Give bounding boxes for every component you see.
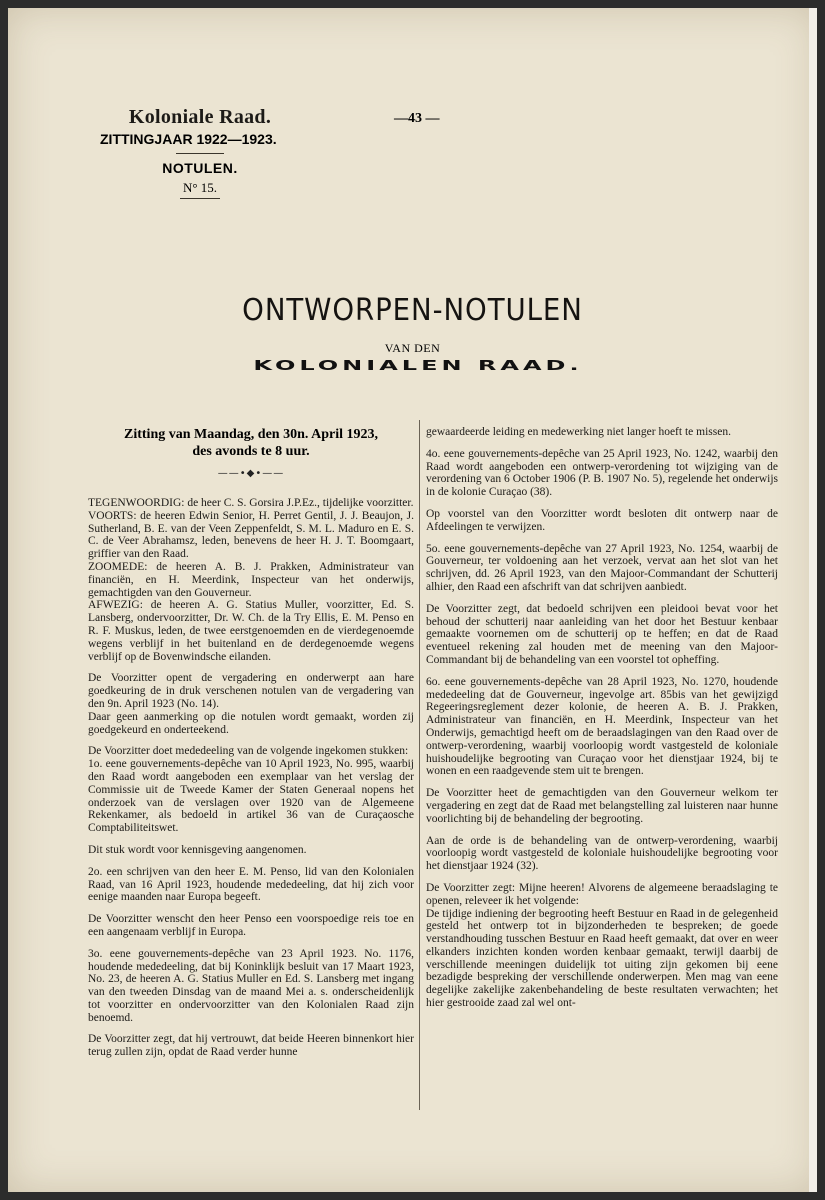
paragraph: De tijdige indiening der begrooting heeft Bestuur en Raad in de gelegenheid gesteld het ontwerp tot in bijzonderheden te bespreken; de goede verstandhouding tusschen Bestuur en Raad heeft gemaakt, dat over en weer elkanders inzichten konden worden kenbaar gemaakt, terwijl daarbij de verschillende meeningen duidelijk tot uiting zijn gekomen bij eene bezadigde bespreking der verschillende onderwerpen. Men mag van eene degelijke zakelijke zakenbehandeling de beste resultaten verwachten; het hier gestrooide zaad zal wel ont- — [426, 907, 778, 1010]
paragraph: gewaardeerde leiding en medewerking niet langer hoeft te missen. — [426, 426, 731, 438]
page-sheet — [8, 8, 817, 1192]
paragraph: 4o. eene gouvernements-depêche van 25 April 1923, No. 1242, waarbij den Raad wordt aangeboden een ontwerp-verordening tot wijziging van de verordening van 6 October 1906 (P. B. 1907 No. 5), regelende het onderwijs in de kolonie Curaçao (38). — [426, 447, 778, 499]
notulen-label: NOTULEN. — [162, 160, 238, 176]
paragraph: De Voorzitter zegt, dat bedoeld schrijven een pleidooi bevat voor het behoud der schutterij naar aanleiding van het door het Bestuur kenbaar gemaakte voornemen om de schutterij op te heffen; en dat de Raad eventueel rekening zal houden met de meening van den Majoor-Commandant bij de behandeling van een voorstel tot opheffing. — [426, 602, 778, 666]
paragraph: Daar geen aanmerking op die notulen wordt gemaakt, worden zij goedgekeurd en onderteekend. — [88, 710, 414, 736]
ornament-divider: ——•◆•—— — [217, 468, 285, 479]
paragraph: 5o. eene gouvernements-depêche van 27 April 1923, No. 1254, waarbij de Gouverneur, ter voldoening aan het verzoek, vervat aan het slot van het schrijven, dd. 26 April 1923, van den Majoor-Commandant der Schutterij alhier, den Raad een afschrift van dat schrijven aanbiedt. — [426, 542, 778, 593]
issue-number: N° 15. — [182, 180, 218, 195]
session-heading-line2: des avonds te 8 uur. — [192, 444, 310, 459]
title-van-den: VAN DEN — [384, 341, 441, 355]
paragraph: Aan de orde is de behandeling van de ontwerp-verordening, waarbij voorloopig wordt vastgesteld de koloniale huishoudelijke begrooting voor het dienstjaar 1924 (32). — [426, 834, 778, 873]
rule — [180, 198, 220, 199]
council-name: Koloniale Raad. — [128, 106, 272, 128]
session-heading — [88, 426, 414, 460]
page-title: ONTWORPEN-NOTULEN — [242, 293, 583, 328]
paragraph: De Voorzitter zegt: Mijne heeren! Alvorens de algemeene beraadslaging te openen, releveer ik het volgende: — [426, 881, 778, 907]
paragraph: 6o. eene gouvernements-depêche van 28 April 1923, No. 1270, houdende mededeeling dat de Gouverneur, ingevolge art. 85bis van het gewijzigd Regeeringsreglement dezer kolonie, de heeren A. B. J. Prakken, Administrateur van financiën, en H. Meerdink, Inspecteur van het Onderwijs, gemachtigd heeft om de beraadslagingen van den Raad over de ontwerp-verordening, waarbij voorloopig wordt vastgesteld de koloniale huishoudelijke begrooting van Curaçao voor het dienstjaar 1924, bij te wonen en een raadgevende stem uit te brengen. — [426, 675, 778, 778]
session-heading-line1: Zitting van Maandag, den 30n. April 1923, — [124, 427, 378, 442]
right-column — [426, 426, 778, 1010]
left-column — [88, 426, 414, 1059]
paragraph: AFWEZIG: de heeren A. G. Statius Muller, voorzitter, Ed. S. Lansberg, ondervoorzitter, Dr. W. Ch. de la Try Ellis, E. M. Penso en R. F. Muskus, leden, de twee eerstgenoemden en de vierdegenoemde wegens verblijf in het buitenland en de derdegenoemde wegens verblijf op de Bovenwindsche eilanden. — [88, 599, 414, 663]
paragraph: De Voorzitter wenscht den heer Penso een voorspoedige reis toe en een aangenaam verblijf in Europa. — [88, 913, 414, 938]
title-raad: KOLONIALEN RAAD. — [253, 358, 583, 374]
paragraph: De Voorzitter heet de gemachtigden van den Gouverneur welkom ter vergadering en zegt dat de Raad met belangstelling zal luisteren naar hunne voorlichting bij de behandeling der begrooting. — [426, 787, 778, 825]
paragraph: VOORTS: de heeren Edwin Senior, H. Perret Gentil, J. J. Beaujon, J. Sutherland, B. E. van der Veen Zeppenfeldt, S. M. L. Maduro en E. S. C. de Veer Abrahamsz, leden, benevens de heer H. J. T. Boomgaart, griffier van den Raad. — [88, 509, 414, 561]
paragraph: De Voorzitter opent de vergadering en onderwerpt aan hare goedkeuring de in druk verschenen notulen van de vergadering van den 9n. April 1923 (No. 14). — [88, 672, 414, 710]
paragraph: 3o. eene gouvernements-depêche van 23 April 1923. No. 1176, houdende mededeeling, dat bij Koninklijk besluit van 17 Maart 1923, No. 23, de heeren A. G. Statius Muller en Ed. S. Lansberg met ingang van den tweeden Dinsdag van de maand Mei a. s. onderscheidenlijk tot voorzitter en ondervoorzitter van den Kolonialen Raad zijn benoemd. — [88, 947, 414, 1024]
paragraph: TEGENWOORDIG: de heer C. S. Gorsira J.P.Ez., tijdelijke voorzitter. — [88, 497, 414, 509]
column-divider — [419, 420, 420, 1110]
paragraph: Dit stuk wordt voor kennisgeving aangenomen. — [88, 843, 307, 856]
paragraph: 2o. een schrijven van den heer E. M. Penso, lid van den Kolonialen Raad, van 16 April 1923, houdende mededeeling, dat hij zich voor eenige maanden naar Europa begeeft. — [88, 865, 414, 904]
page-number: —43 — — [394, 111, 440, 126]
session-year: ZITTINGJAAR 1922—1923. — [100, 131, 277, 147]
page-edge — [809, 8, 817, 1192]
paragraph: ZOOMEDE: de heeren A. B. J. Prakken, Administrateur van financiën, en H. Meerdink, Inspecteur van het onderwijs, gemachtigden van den Gouverneur. — [88, 560, 414, 599]
paragraph: 1o. eene gouvernements-depêche van 10 April 1923, No. 995, waarbij den Raad wordt aangeboden een exemplaar van het verslag der Commissie uit de Tweede Kamer der Staten Generaal nopens het onderzoek van de verslagen over 1920 van de Algemeene Rekenkamer, als bedoeld in artikel 36 van de Curaçaosche Comptabiliteitswet. — [88, 758, 414, 835]
paragraph: De Voorzitter zegt, dat hij vertrouwt, dat beide Heeren binnenkort hier terug zullen zijn, opdat de Raad verder hunne — [88, 1033, 414, 1059]
masthead — [100, 106, 300, 205]
paragraph: De Voorzitter doet mededeeling van de volgende ingekomen stukken: — [88, 745, 409, 758]
paragraph: Op voorstel van den Voorzitter wordt besloten dit ontwerp naar de Afdeelingen te verwijzen. — [426, 507, 778, 533]
rule — [176, 153, 224, 154]
